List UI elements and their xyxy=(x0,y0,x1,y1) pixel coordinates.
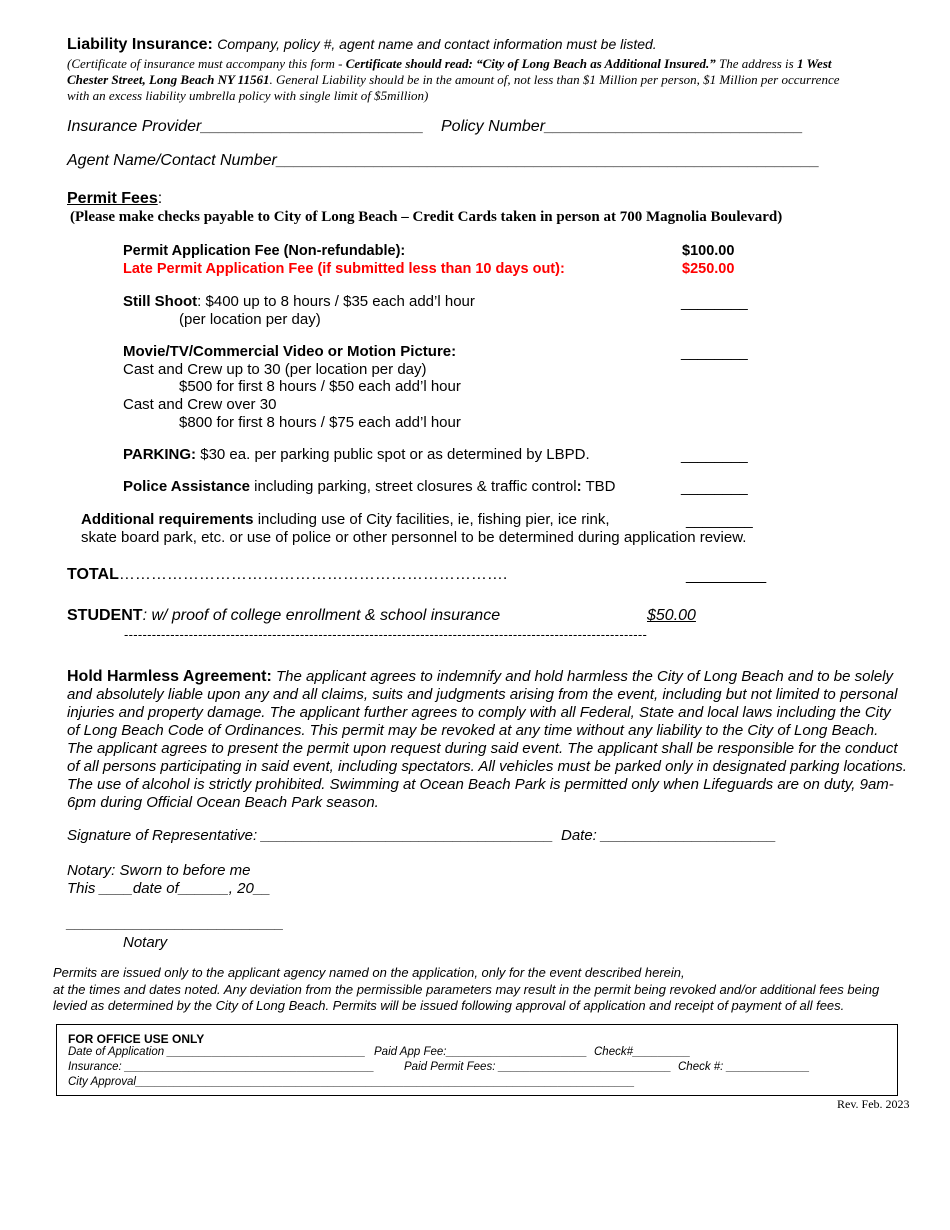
office-use-box xyxy=(56,1024,898,1096)
liability-heading-line xyxy=(67,36,657,54)
insurance-office-field[interactable]: Insurance: _______________________________________ xyxy=(68,1061,375,1073)
late-fee-label: Late Permit Application Fee (if submitted less than 10 days out): xyxy=(123,261,565,277)
police-blank[interactable]: ________ xyxy=(681,479,748,496)
disclaimer-line-2: at the times and dates noted. Any deviation from the permissible parameters may result in the permit being revoked and/or additional fees being xyxy=(53,982,880,997)
section-divider: ----------------------------------------------------------------------------------------------------------------- xyxy=(124,627,648,642)
student-label: STUDENT xyxy=(67,607,143,624)
insurance-provider-field[interactable]: Insurance Provider_________________________ xyxy=(67,118,424,135)
student-amount: $50.00 xyxy=(647,607,696,624)
notary-sworn: Notary: Sworn to before me xyxy=(67,862,251,879)
police-label: Police Assistance xyxy=(123,478,251,495)
parking-label: PARKING: xyxy=(123,446,197,463)
parking-line: PARKING: $30 ea. per parking public spot or as determined by LBPD. xyxy=(123,446,590,463)
student-line: STUDENT: w/ proof of college enrollment & school insurance xyxy=(67,607,501,624)
hold-harmless-heading: Hold Harmless Agreement: xyxy=(67,668,272,685)
police-line: Police Assistance including parking, street closures & traffic control: TBD xyxy=(123,478,616,495)
additional-label: Additional requirements xyxy=(81,511,254,528)
disclaimer-line-3: levied as determined by the City of Long Beach. Permits will be issued following approval of application and receipt of payment of all fees. xyxy=(53,998,845,1013)
notary-label: Notary xyxy=(123,934,168,951)
certificate-address: Chester Street, Long Beach NY 11561 xyxy=(67,72,270,87)
app-fee-label: Permit Application Fee (Non-refundable): xyxy=(123,243,406,259)
total-line xyxy=(67,566,507,584)
certificate-note-line-2: Chester Street, Long Beach NY 11561. General Liability should be in the amount of, not less than $1 Million per person, $1 Million per occurrence xyxy=(67,72,840,87)
additional-line-1: Additional requirements including use of City facilities, ie, fishing pier, ice rink, xyxy=(81,511,610,528)
paid-app-fee-field[interactable]: Paid App Fee:______________________ xyxy=(374,1046,588,1058)
still-shoot-sub: (per location per day) xyxy=(179,311,321,328)
payment-note: (Please make checks payable to City of Long Beach – Credit Cards taken in person at 700 Magnolia Boulevard) xyxy=(70,209,783,225)
check-number-field-2[interactable]: Check #: _____________ xyxy=(678,1061,810,1073)
liability-subtitle: Company, policy #, agent name and contact information must be listed. xyxy=(217,36,657,52)
certificate-note-line-3: with an excess liability umbrella policy with single limit of $5million) xyxy=(67,88,429,103)
disclaimer-line-1: Permits are issued only to the applicant agency named on the application, only for the event described herein, xyxy=(53,965,685,980)
still-shoot-line: Still Shoot: $400 up to 8 hours / $35 each add’l hour xyxy=(123,293,475,310)
paid-permit-fees-field[interactable]: Paid Permit Fees: ___________________________ xyxy=(404,1061,672,1073)
movie-line-2: $500 for first 8 hours / $50 each add’l hour xyxy=(179,378,461,395)
parking-blank[interactable]: ________ xyxy=(681,447,748,464)
permit-fees-heading-line: Permit Fees: xyxy=(67,190,163,207)
signature-field[interactable]: Signature of Representative: ___________________________________ xyxy=(67,827,554,844)
date-field[interactable]: Date: _____________________ xyxy=(561,827,777,844)
movie-line-1: Cast and Crew up to 30 (per location per day) xyxy=(123,361,427,378)
still-shoot-blank[interactable]: ________ xyxy=(681,294,748,311)
hold-harmless-text: The applicant agrees to indemnify and hold harmless the City of Long Beach and to be solely and absolutely liable upon any and all claims, suits and judgments arising from the event, including but not limited to personal injuries and property damage. The applicant further agrees to comply with all Federal, State and local laws including the City of Long Beach Code of Ordinances. This permit may be revoked at any time without any liability to the City of Long Beach. The applicant agrees to present the permit upon request during said event. The applicant shall be responsible for the conduct of all persons participating in said event, including spectators. All vehicles must be parked only in designated parking locations. The use of alcohol is strictly prohibited. Swimming at Ocean Beach Park is permitted only when Lifeguards are on duty, 9am-6pm during Official Ocean Beach Park season. xyxy=(67,668,907,811)
city-approval-field[interactable]: City Approval______________________________________________________________________________ xyxy=(68,1076,635,1088)
still-shoot-label: Still Shoot xyxy=(123,293,198,310)
movie-line-3: Cast and Crew over 30 xyxy=(123,396,277,413)
total-label: TOTAL xyxy=(67,566,119,583)
revision-label: Rev. Feb. 2023 xyxy=(837,1097,910,1111)
agent-contact-field[interactable]: Agent Name/Contact Number_____________________________________________________________ xyxy=(67,152,820,169)
check-number-field-1[interactable]: Check#_________ xyxy=(594,1046,691,1058)
notary-date-field[interactable]: This ____date of______, 20__ xyxy=(67,880,271,897)
total-dots: ………………………………………………………………. xyxy=(118,566,508,583)
permit-fees-heading: Permit Fees xyxy=(67,190,158,207)
additional-line-2: skate board park, etc. or use of police or other personnel to be determined during application review. xyxy=(81,529,747,546)
date-of-application-field[interactable]: Date of Application _______________________________ xyxy=(68,1046,366,1058)
movie-line-4: $800 for first 8 hours / $75 each add’l hour xyxy=(179,414,461,431)
movie-label: Movie/TV/Commercial Video or Motion Picture: xyxy=(123,343,457,360)
certificate-note-line-1: (Certificate of insurance must accompany this form - Certificate should read: “City of Long Beach as Additional Insured.” The address is 1 West xyxy=(67,56,832,71)
notary-signature-line[interactable]: __________________________ xyxy=(67,915,284,932)
hold-harmless-paragraph xyxy=(67,668,907,812)
certificate-wording: Certificate should read: “City of Long Beach as Additional Insured.” xyxy=(345,56,716,71)
additional-blank[interactable]: ________ xyxy=(686,512,753,529)
policy-number-field[interactable]: Policy Number_____________________________ xyxy=(441,118,804,135)
total-blank[interactable]: _________ xyxy=(686,567,767,584)
app-fee-amount: $100.00 xyxy=(682,243,735,259)
office-use-heading: FOR OFFICE USE ONLY xyxy=(68,1032,205,1046)
movie-blank[interactable]: ________ xyxy=(681,344,748,361)
late-fee-amount: $250.00 xyxy=(682,261,735,277)
liability-heading: Liability Insurance: xyxy=(67,36,213,53)
